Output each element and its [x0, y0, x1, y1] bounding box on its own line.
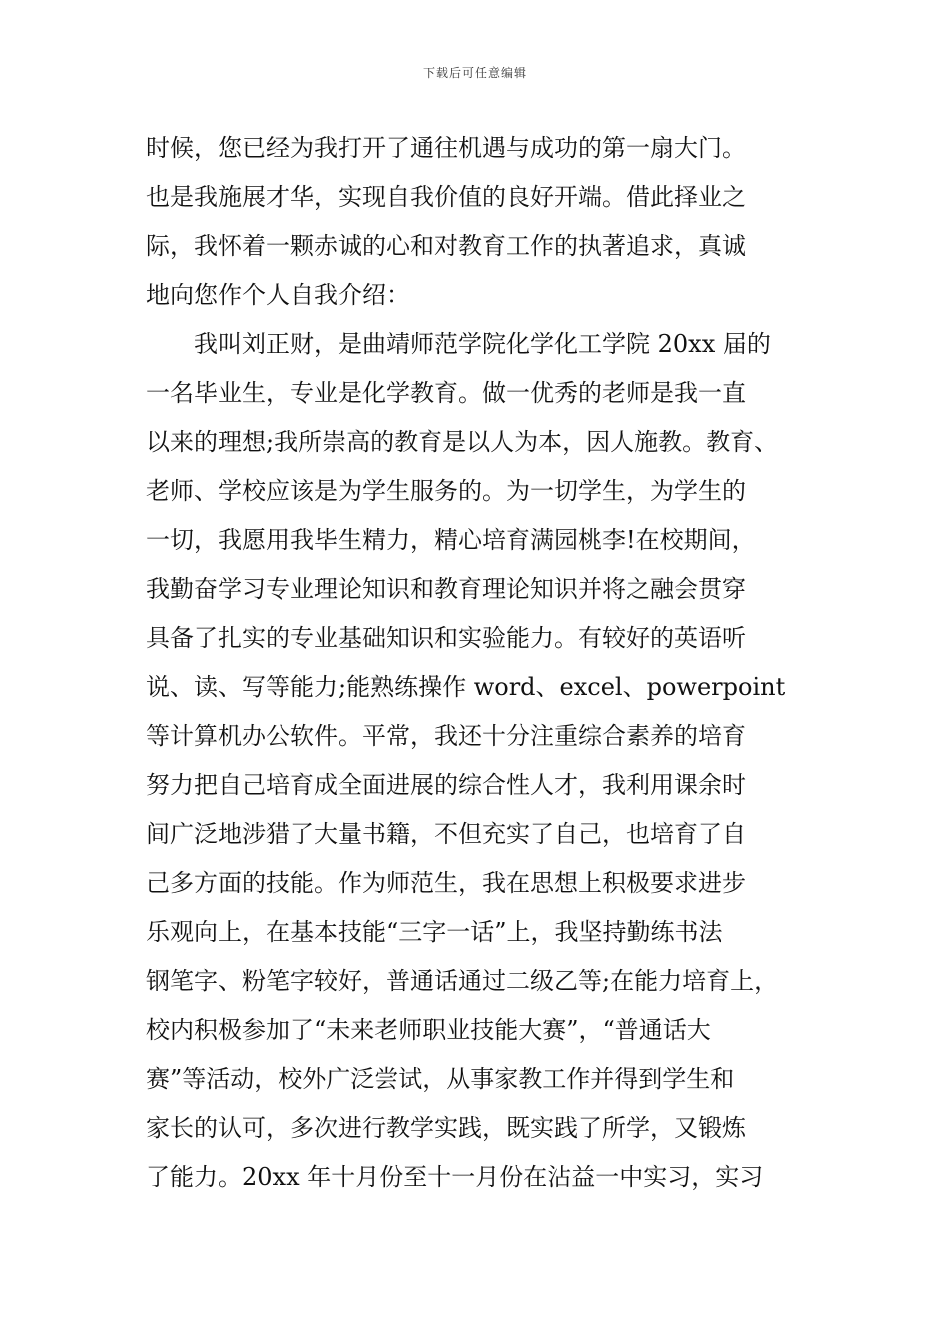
- page-header: 下载后可任意编辑: [422, 66, 527, 80]
- text-line: 时候，您已经为我打开了通往机遇与成功的第一扇大门。: [146, 134, 746, 162]
- text-line: 际，我怀着一颗赤诚的心和对教育工作的执著追求，真诚: [146, 232, 746, 260]
- text-line: 间广泛地涉猎了大量书籍，不但充实了自己，也培育了自: [146, 820, 746, 848]
- text-line: 老师、学校应该是为学生服务的。为一切学生，为学生的: [146, 477, 746, 505]
- text-line: 了能力。20xx 年十月份至十一月份在沾益一中实习，实习: [146, 1163, 764, 1191]
- text-line: 等计算机办公软件。平常，我还十分注重综合素养的培育: [146, 722, 746, 750]
- text-line: 乐观向上，在基本技能“三字一话”上，我坚持勤练书法: [146, 918, 723, 946]
- text-line: 赛”等活动，校外广泛尝试，从事家教工作并得到学生和: [146, 1065, 735, 1093]
- text-line: 也是我施展才华，实现自我价值的良好开端。借此择业之: [146, 183, 746, 211]
- text-line: 说、读、写等能力;能熟练操作 word、excel、powerpoint: [146, 673, 786, 701]
- text-line: 家长的认可，多次进行教学实践，既实践了所学，又锻炼: [146, 1114, 746, 1142]
- text-line: 具备了扎实的专业基础知识和实验能力。有较好的英语听: [146, 624, 746, 652]
- text-line: 我叫刘正财，是曲靖师范学院化学化工学院 20xx 届的: [146, 330, 771, 358]
- text-line: 钢笔字、粉笔字较好，普通话通过二级乙等;在能力培育上，: [146, 967, 779, 995]
- text-line: 校内积极参加了“未来老师职业技能大赛”，“普通话大: [146, 1016, 711, 1044]
- text-line: 我勤奋学习专业理论知识和教育理论知识并将之融会贯穿: [146, 575, 746, 603]
- text-line: 以来的理想;我所崇高的教育是以人为本，因人施教。教育、: [146, 428, 779, 456]
- text-line: 地向您作个人自我介绍：: [146, 281, 410, 309]
- text-line: 一名毕业生，专业是化学教育。做一优秀的老师是我一直: [146, 379, 746, 407]
- text-line: 一切，我愿用我毕生精力，精心培育满园桃李!在校期间，: [146, 526, 756, 554]
- document-body: [146, 124, 818, 1202]
- text-line: 努力把自己培育成全面进展的综合性人才，我利用课余时: [146, 771, 746, 799]
- text-line: 己多方面的技能。作为师范生，我在思想上积极要求进步: [146, 869, 746, 897]
